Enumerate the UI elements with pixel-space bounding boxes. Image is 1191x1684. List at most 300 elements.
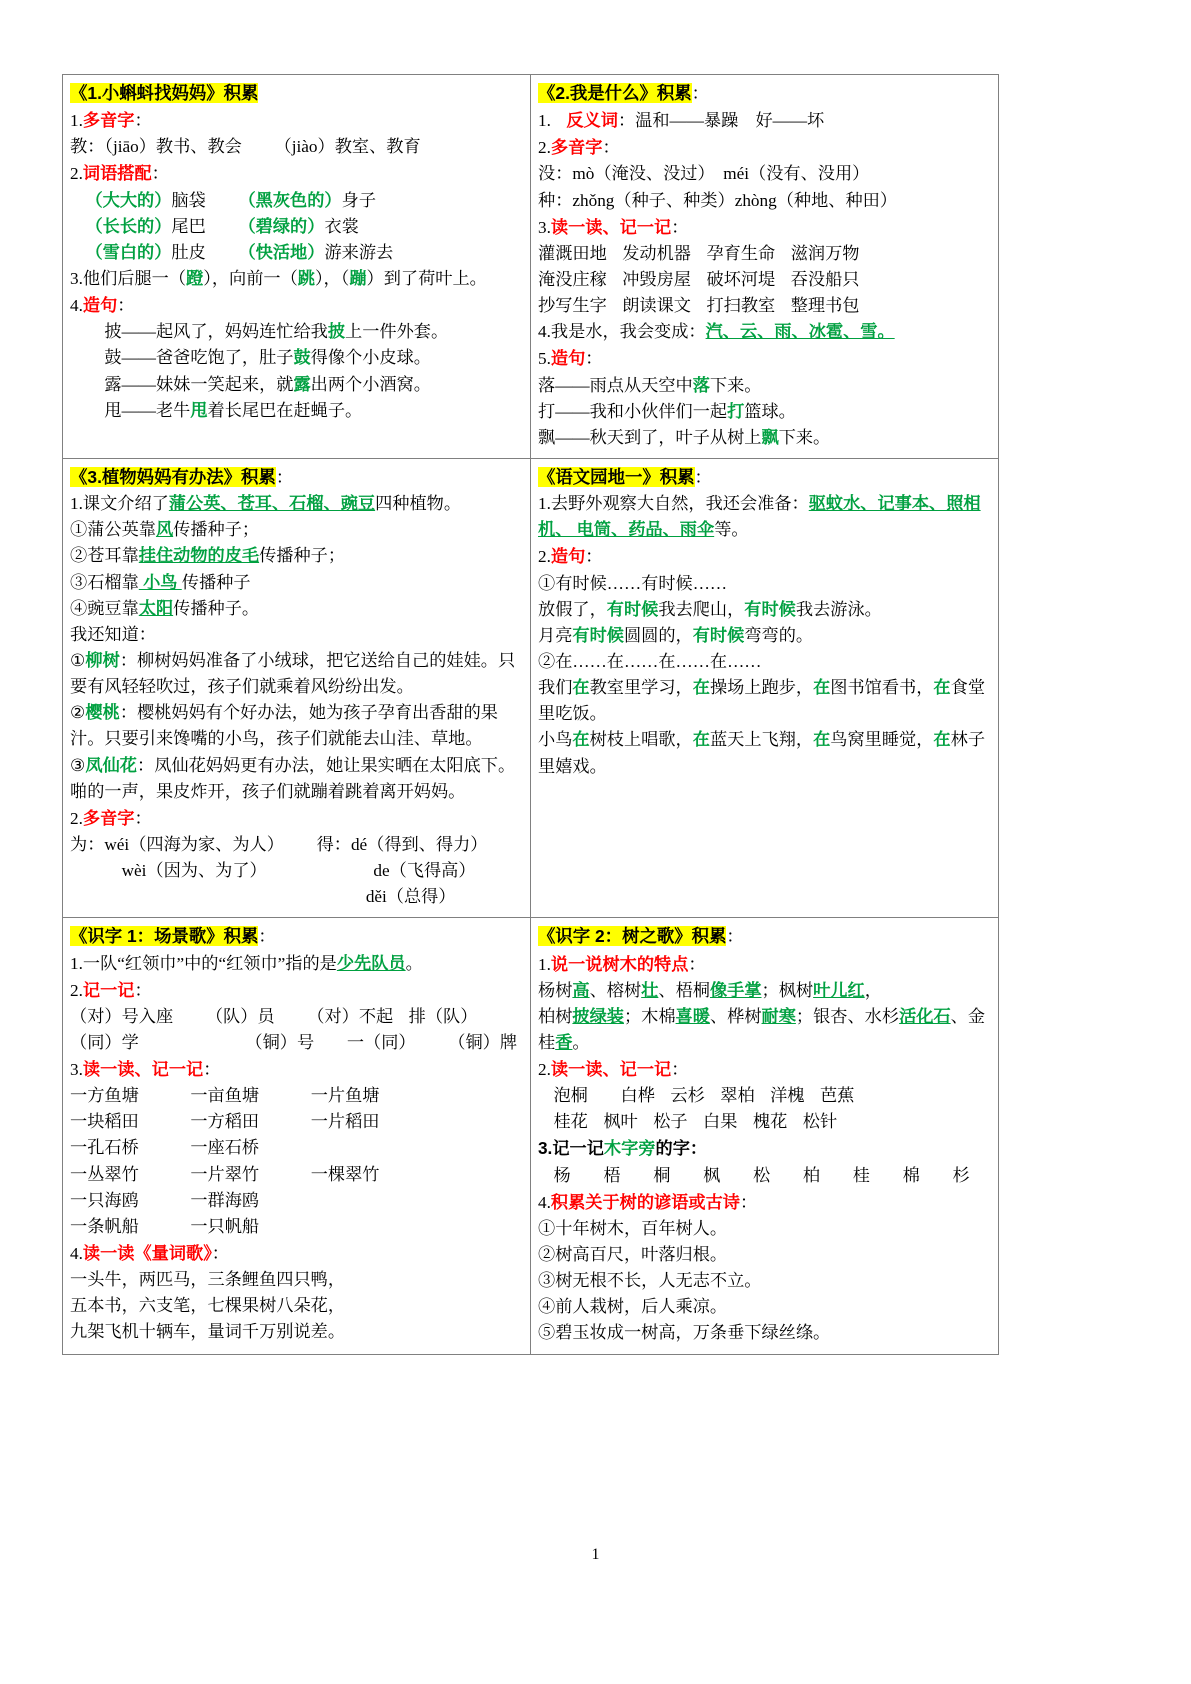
cell6-words-row-1 — [538, 1083, 991, 1109]
sentence-text: 篮球。 — [744, 401, 796, 421]
phrase: 朗读课文 — [622, 296, 691, 316]
collocation-noun: 脑袋 — [171, 190, 206, 210]
sec-label: 词语搭配 — [82, 163, 152, 184]
sec-label: 造句 — [550, 348, 586, 369]
item-marker: ② — [70, 703, 86, 723]
table-row — [63, 458, 999, 917]
title-colon: ： — [694, 467, 712, 487]
cell2-duoyin-zhong: 种：zhǒng（种子、种类）zhòng（种地、种田） — [538, 190, 898, 210]
table-row — [63, 75, 999, 459]
cell3-know-2 — [70, 700, 523, 752]
tree-text: 杉 — [881, 1006, 900, 1026]
sec-label: 造句 — [82, 295, 118, 316]
blank-answer: 跳 — [297, 268, 315, 288]
sec-label: 读一读、记一记 — [550, 1059, 672, 1080]
mu-char: 桐 — [653, 1165, 671, 1185]
cell4-title-row — [538, 464, 991, 491]
example-text: 蓝天上飞翔， — [709, 730, 814, 750]
mu-char: 松 — [752, 1165, 771, 1185]
cell4-pattern1-example-1 — [538, 597, 991, 623]
cell6-tree-line-2 — [538, 1004, 991, 1056]
cell1-section1-head — [70, 107, 523, 134]
pattern-keyword: 在 — [572, 730, 590, 750]
item-text: ②苍耳靠 — [70, 546, 139, 566]
cell5-section4-head — [70, 1240, 523, 1267]
cell5-section3-head — [70, 1056, 523, 1083]
cell1-section2-head — [70, 160, 523, 187]
pattern-keyword: 有时候 — [744, 599, 796, 619]
tree-text: 、榕树 — [589, 980, 642, 1000]
sentence-text: 飘——秋天到了，叶子从树上 — [538, 427, 762, 447]
cell2-antonym-line — [538, 107, 991, 134]
cell5-measure-row — [70, 1162, 523, 1188]
example-text: 月亮 — [538, 625, 573, 645]
mu-char: 杨 — [553, 1165, 571, 1185]
mu-char: 棉 — [902, 1165, 920, 1185]
prep-text: 1.去野外观察大自然，我还会准备： — [538, 494, 809, 514]
sec-label-post: 的字： — [655, 1138, 708, 1159]
measure-phrase: 一孔石桥 — [70, 1138, 139, 1158]
pattern-keyword: 在 — [692, 730, 710, 750]
cell-shizi-2 — [531, 918, 999, 1354]
plant-desc: ：柳树妈妈准备了小绒球，把它送给自己的娃娃。只要有风轻轻吹过，孩子们就乘着风纷纷出发。 — [70, 650, 516, 697]
jiyiji-item: （对）号入座 — [70, 1006, 174, 1026]
jiyiji-item: 一（同） — [346, 1032, 416, 1052]
sec-num: 1. — [538, 954, 551, 974]
tree-text: ；枫树 — [761, 980, 814, 1000]
item-answer: 挂住动物的皮毛 — [138, 546, 260, 566]
blank-answer: 蹬 — [186, 268, 204, 288]
tree-feature: 披绿装 — [572, 1006, 624, 1026]
tree-text: ；银杏、水 — [795, 1006, 882, 1026]
item-text: ④豌豆靠 — [70, 598, 139, 618]
sentence-text: 鼓——爸爸吃饱了，肚子 — [104, 348, 294, 368]
example-text: 操场上跑步， — [709, 678, 814, 698]
item-text: 传播种子； — [259, 546, 346, 566]
cell5-measure-row — [70, 1135, 523, 1161]
phrase: 灌溉田地 — [538, 243, 607, 263]
cell5-measure-row — [70, 1188, 523, 1214]
pattern-keyword: 在 — [813, 678, 831, 698]
cell5-jiyiji-row-2 — [70, 1030, 523, 1056]
cell6-tree-line-1 — [538, 978, 991, 1004]
sec-num: 3. — [70, 1060, 83, 1080]
sec-colon: ： — [117, 296, 135, 316]
page-number: 1 — [591, 1546, 600, 1563]
example-text: 放假了， — [538, 599, 607, 619]
measure-phrase: 一只帆船 — [190, 1216, 260, 1236]
cell3-section2-head — [70, 805, 523, 832]
measure-phrase: 一片鱼塘 — [310, 1086, 380, 1106]
cell1-title: 《1.小蝌蚪找妈妈》积累 — [70, 83, 259, 103]
sec-num: 3. — [538, 1138, 553, 1159]
cell6-proverb: ①十年树木，百年树人。 — [538, 1218, 728, 1238]
sec-colon: ： — [134, 980, 152, 1000]
cell1-collocation-1 — [70, 188, 523, 214]
radical-name: 木字旁 — [603, 1139, 656, 1159]
cell1-sentence-1 — [70, 319, 523, 345]
jiyiji-item: （同）学 — [70, 1032, 139, 1052]
tree-word: 枫叶 — [603, 1112, 638, 1132]
cell-lesson-3 — [63, 458, 531, 917]
sentence-text: 打——我和小伙伴们一起 — [538, 401, 728, 421]
duoyin-de: děi（总得） — [365, 887, 456, 907]
sentence-keyword: 飘 — [761, 427, 779, 447]
collocation-modifier: （快活地） — [238, 242, 325, 262]
phrase: 淹没庄稼 — [538, 269, 607, 289]
title-colon: ： — [275, 467, 294, 487]
sec-label: 积累关于树的谚语或古诗 — [550, 1191, 740, 1212]
blank-text: 3.他们后腿一（ — [70, 268, 187, 288]
sec-colon: ： — [203, 1060, 221, 1080]
tree-text: 、桦树 — [709, 1006, 762, 1026]
cell6-section3-head — [538, 1135, 991, 1162]
cell5-measure-row — [70, 1109, 523, 1135]
cell2-phrase-row — [538, 267, 991, 293]
blank-text: ）到了荷叶上。 — [366, 268, 487, 288]
collocation-noun: 尾巴 — [171, 216, 206, 236]
sec-num: 4. — [538, 1192, 551, 1212]
item-marker: ③ — [70, 755, 86, 775]
tree-word: 松针 — [802, 1112, 838, 1132]
cell6-proverb: ④前人栽树，后人乘凉。 — [538, 1297, 728, 1317]
cell2-phrase-row — [538, 241, 991, 267]
tree-text: 。 — [572, 1032, 590, 1052]
example-text: 教室里学习， — [589, 678, 693, 698]
cell2-phrase-row — [538, 293, 991, 319]
measure-phrase: 一丛翠竹 — [70, 1164, 139, 1184]
collocation-modifier: （碧绿的） — [238, 216, 325, 236]
cell2-duoyin-mei: 没：mò（淹没、没过） méi（没有、没用） — [538, 164, 870, 184]
phrase: 发动机器 — [622, 243, 691, 263]
example-text: 小鸟 — [538, 730, 573, 750]
example-text: 我们 — [538, 678, 573, 698]
sec-num: 5. — [538, 349, 551, 369]
tree-text: 柏树 — [538, 1006, 573, 1026]
tree-word: 泡桐 — [553, 1086, 588, 1106]
measure-phrase: 一条帆船 — [70, 1216, 139, 1236]
jiyiji-item: （对）不起 — [307, 1006, 394, 1026]
collocation-noun: 游来游去 — [324, 242, 394, 262]
cell2-sentence-1 — [538, 373, 991, 399]
sentence-keyword: 落 — [692, 375, 710, 395]
sentence-text: 露——妹妹一笑起来，就 — [104, 374, 294, 394]
measure-phrase: 一方鱼塘 — [70, 1086, 139, 1106]
example-text: 图书馆看书， — [830, 678, 934, 698]
cell3-item-1 — [70, 517, 523, 543]
cell1-sentence-4 — [70, 398, 523, 424]
cell6-title-row — [538, 923, 991, 950]
intro-text: 1.课文介绍了 — [70, 494, 169, 514]
cell3-title-row — [70, 464, 523, 491]
tree-feature: 香 — [555, 1032, 573, 1052]
cell1-title-row — [70, 80, 523, 107]
cell3-item-4 — [70, 596, 523, 622]
cell1-fill-blank-sentence — [70, 266, 523, 292]
phrase: 吞没船只 — [790, 269, 860, 289]
item-text: ③石榴靠 — [70, 572, 139, 592]
sec-colon: ： — [151, 164, 169, 184]
cell2-sentence-3 — [538, 425, 991, 451]
cell5-jiyiji-row-1 — [70, 1004, 523, 1030]
duoyin-wei: 为：wéi（四海为家、为人） — [70, 834, 284, 854]
sentence-text: 着长尾巴在赶蝇子。 — [207, 400, 363, 420]
cell6-mu-chars-row — [538, 1163, 991, 1189]
sec-label-pre: 记一记 — [552, 1138, 604, 1159]
sec-num: 4. — [70, 296, 83, 316]
phrase: 滋润万物 — [790, 243, 860, 263]
sec-colon: ： — [671, 217, 689, 237]
sentence-text: 甩——老牛 — [104, 400, 191, 420]
cell4-pattern-1: ①有时候……有时候…… — [538, 573, 728, 593]
antonym-text: ：温和——暴躁 好——坏 — [617, 111, 825, 131]
cell4-pattern-2: ②在……在……在……在…… — [538, 651, 762, 671]
plant-name: 凤仙花 — [85, 755, 137, 775]
sentence-text: 披——起风了，妈妈连忙给我 — [104, 322, 328, 342]
example-text: 食堂里吃饭。 — [538, 678, 986, 724]
question-text: 1.一队“红领巾”中的“红领巾”指的是 — [70, 953, 337, 973]
phrase: 冲毁房屋 — [622, 269, 691, 289]
item-marker: ① — [70, 650, 86, 670]
sec-num: 2. — [70, 164, 83, 184]
sec-num: 4. — [70, 1244, 83, 1264]
pattern-keyword: 在 — [813, 730, 831, 750]
example-text: 鸟窝里睡觉， — [830, 730, 934, 750]
blank-text: ），（ — [314, 268, 350, 288]
tree-feature: 活化石 — [899, 1006, 951, 1026]
sentence-text: 下来。 — [778, 427, 831, 447]
measure-phrase: 一亩鱼塘 — [190, 1086, 260, 1106]
plant-desc: ：凤仙花妈妈更有办法，她让果实晒在太阳底下。啪的一声，果皮炸开，孩子们就蹦着跳着离开妈妈。 — [70, 755, 516, 801]
tree-word: 桂花 — [553, 1112, 588, 1132]
mu-char: 枫 — [703, 1165, 721, 1185]
sec-colon: ： — [739, 1192, 758, 1212]
cell5-title: 《识字 1：场景歌》积累 — [70, 926, 259, 947]
sec-num: 2. — [70, 980, 83, 1000]
cell2-water-forms — [538, 319, 991, 345]
title-colon: ： — [726, 927, 744, 947]
cell3-know-3 — [70, 753, 523, 805]
tree-text: ；木棉 — [623, 1006, 676, 1026]
tree-word: 云杉 — [670, 1086, 705, 1106]
example-text: 我去游泳。 — [795, 599, 882, 619]
sec-label: 多音字 — [550, 137, 603, 158]
measure-phrase: 一群海鸥 — [190, 1190, 260, 1210]
tree-word: 松子 — [653, 1112, 688, 1132]
prep-items: 驱蚊水、记事本、照相机、 电筒、药品、雨伞 — [538, 494, 981, 540]
phrase: 打扫教室 — [706, 296, 776, 316]
item-text: 传播种子； — [173, 520, 260, 540]
sec-num: 2. — [538, 138, 551, 158]
sec-num: 1. — [538, 111, 551, 131]
tree-word: 芭蕉 — [819, 1086, 855, 1106]
measure-phrase: 一片翠竹 — [190, 1164, 260, 1184]
item-text: 传播种子 — [181, 572, 251, 592]
example-text: 林子里嬉戏。 — [538, 730, 986, 776]
title-colon: ： — [691, 84, 709, 103]
mu-char: 梧 — [603, 1165, 621, 1185]
cell4-pattern1-example-2 — [538, 623, 991, 649]
cell6-title: 《识字 2：树之歌》积累 — [538, 926, 727, 947]
table-row — [63, 918, 999, 1354]
sec-label: 读一读、记一记 — [82, 1059, 204, 1080]
prep-text: 等。 — [714, 520, 749, 540]
cell3-title: 《3.植物妈妈有办法》积累 — [70, 466, 276, 487]
cell5-section2-head — [70, 977, 523, 1004]
mu-char: 桂 — [852, 1165, 870, 1185]
item-text: 传播种子。 — [173, 598, 260, 618]
cell5-song-line: 五本书，六支笔，七棵果树八朵花， — [70, 1296, 346, 1316]
jiyiji-item: （铜）牌 — [448, 1032, 518, 1052]
cell5-song-line: 九架飞机十辆车，量词千万别说差。 — [70, 1322, 346, 1342]
phrase: 整理书包 — [790, 296, 860, 316]
tree-feature: 像手掌 — [709, 980, 762, 1000]
collocation-modifier: （黑灰色的） — [238, 190, 342, 210]
question-answer: 少先队员 — [336, 953, 406, 973]
cell1-sentence-3 — [70, 372, 523, 398]
duoyin-de: de（飞得高） — [373, 861, 476, 881]
jiyiji-item: （铜）号 — [245, 1032, 315, 1052]
cell3-know-head: 我还知道： — [70, 624, 156, 644]
cell3-duoyin-line-2 — [70, 858, 523, 884]
intro-text: 四种植物。 — [375, 494, 462, 514]
collocation-noun: 肚皮 — [171, 242, 206, 262]
cell2-section3-head — [538, 214, 991, 241]
cell4-section2-head — [538, 543, 991, 570]
sec-num: 2. — [70, 808, 83, 828]
blank-answer: 蹦 — [349, 268, 367, 288]
mu-char: 杉 — [952, 1165, 970, 1185]
jiyiji-item: 排（队） — [408, 1006, 478, 1026]
sentence-keyword: 披 — [327, 322, 346, 342]
sentence-text: 得像个小皮球。 — [310, 348, 431, 368]
cell6-proverb: ②树高百尺，叶落归根。 — [538, 1245, 728, 1265]
cell6-proverb: ③树无根不长，人无志不立。 — [538, 1271, 762, 1291]
sentence-keyword: 露 — [293, 374, 311, 394]
sentence-keyword: 甩 — [190, 400, 208, 420]
tree-feature: 叶儿红 — [813, 980, 865, 1000]
measure-phrase: 一块稻田 — [70, 1112, 139, 1132]
question-text: 4.我是水，我会变成： — [538, 322, 706, 342]
tree-feature: 耐寒 — [761, 1006, 796, 1026]
example-text: 圆圆的， — [623, 625, 693, 645]
pattern-keyword: 在 — [572, 678, 590, 698]
cell2-sentence-2 — [538, 399, 991, 425]
cell3-duoyin-line-3 — [70, 884, 523, 910]
item-text: ①蒲公英靠 — [70, 520, 156, 540]
cell5-question-1 — [70, 951, 523, 977]
jiyiji-item: （队）员 — [205, 1006, 275, 1026]
tree-feature: 高 — [572, 980, 590, 1000]
mu-char: 柏 — [802, 1165, 821, 1185]
sentence-text: 上一件外套。 — [345, 322, 449, 342]
sec-colon: ： — [688, 954, 706, 974]
cell3-duoyin-line-1 — [70, 832, 523, 858]
measure-phrase: 一座石桥 — [190, 1138, 260, 1158]
cell5-song-line: 一头牛，两匹马，三条鲤鱼四只鸭， — [70, 1270, 346, 1290]
item-answer: 太阳 — [138, 598, 174, 618]
cell5-measure-row — [70, 1214, 523, 1240]
cell-lesson-1 — [63, 75, 531, 459]
duoyin-wei: wèi（因为、为了） — [121, 861, 267, 881]
tree-text: ， — [864, 980, 882, 1000]
cell1-duoyinzi-line — [70, 134, 523, 160]
duoyin-b: （jiào）教室、教育 — [274, 137, 421, 157]
plant-list: 蒲公英、苍耳、石榴、豌豆 — [168, 494, 376, 514]
tree-word: 槐花 — [752, 1112, 788, 1132]
sec-label: 多音字 — [82, 110, 135, 131]
pattern-keyword: 在 — [933, 730, 951, 750]
phrase: 破坏河堤 — [706, 269, 776, 289]
example-text: 弯弯的。 — [744, 625, 814, 645]
sec-num: 2. — [538, 1060, 551, 1080]
collocation-noun: 衣裳 — [324, 216, 359, 236]
answer-text: 汽、云、雨、冰雹、雪。 — [705, 322, 895, 342]
measure-phrase: 一只海鸥 — [70, 1190, 139, 1210]
cell2-section2-head — [538, 134, 991, 161]
phrase: 抄写生字 — [538, 296, 607, 316]
collocation-modifier: （长长的） — [85, 216, 172, 236]
cell1-collocation-2 — [70, 214, 523, 240]
duoyin-de: 得：dé（得到、得力） — [316, 834, 488, 854]
cell3-item-2 — [70, 543, 523, 569]
pattern-keyword: 有时候 — [692, 625, 745, 645]
title-colon: ： — [258, 927, 276, 947]
tree-text: 、梧桐 — [658, 980, 710, 1000]
sentence-text: 出两个小酒窝。 — [310, 374, 431, 394]
cell3-know-1 — [70, 648, 523, 700]
measure-phrase: 一方稻田 — [190, 1112, 260, 1132]
pattern-keyword: 在 — [692, 678, 710, 698]
blank-text: ），向前一（ — [203, 268, 298, 288]
example-text: 树枝上唱歌， — [589, 730, 693, 750]
cell1-sentence-2 — [70, 345, 523, 371]
cell1-section4-head — [70, 292, 523, 319]
pattern-keyword: 有时候 — [572, 625, 624, 645]
cell-yuwenyuandi-1 — [531, 458, 999, 917]
cell4-pattern2-example-2 — [538, 727, 991, 779]
cell-lesson-2 — [531, 75, 999, 459]
sec-colon: ： — [585, 349, 603, 369]
tree-text: 、金桂 — [538, 1006, 986, 1052]
measure-phrase: 一棵翠竹 — [310, 1164, 380, 1184]
phrase: 孕育生命 — [706, 243, 776, 263]
question-text: 。 — [405, 953, 423, 973]
cell3-item-3 — [70, 570, 523, 596]
sentence-keyword: 鼓 — [293, 348, 311, 368]
collocation-modifier: （大大的） — [85, 190, 172, 210]
duoyin-a: 教：（jiāo）教书、教会 — [70, 137, 242, 157]
tree-feature: 喜暖 — [675, 1006, 710, 1026]
collocation-modifier: （雪白的） — [85, 242, 172, 262]
sec-label: 造句 — [550, 546, 586, 567]
cell1-collocation-3 — [70, 240, 523, 266]
sentence-text: 落——雨点从天空中 — [538, 375, 693, 395]
sec-colon: ： — [211, 1244, 229, 1264]
plant-desc: ：樱桃妈妈有个好办法，她为孩子孕育出香甜的果汁。只要引来馋嘴的小鸟，孩子们就能去山洼、草地。 — [70, 703, 498, 749]
cell4-prep-list — [538, 491, 991, 543]
measure-phrase: 一片稻田 — [310, 1112, 380, 1132]
item-answer: 小鸟 — [138, 572, 182, 592]
tree-text: 杨树 — [538, 980, 573, 1000]
cell6-section2-head — [538, 1056, 991, 1083]
sec-label: 多音字 — [82, 807, 135, 828]
sec-num: 2. — [538, 547, 551, 567]
sec-colon: ： — [585, 547, 603, 567]
sec-label: 读一读、记一记 — [550, 216, 672, 237]
example-text: 我去爬山， — [658, 599, 745, 619]
cell5-title-row — [70, 923, 523, 950]
